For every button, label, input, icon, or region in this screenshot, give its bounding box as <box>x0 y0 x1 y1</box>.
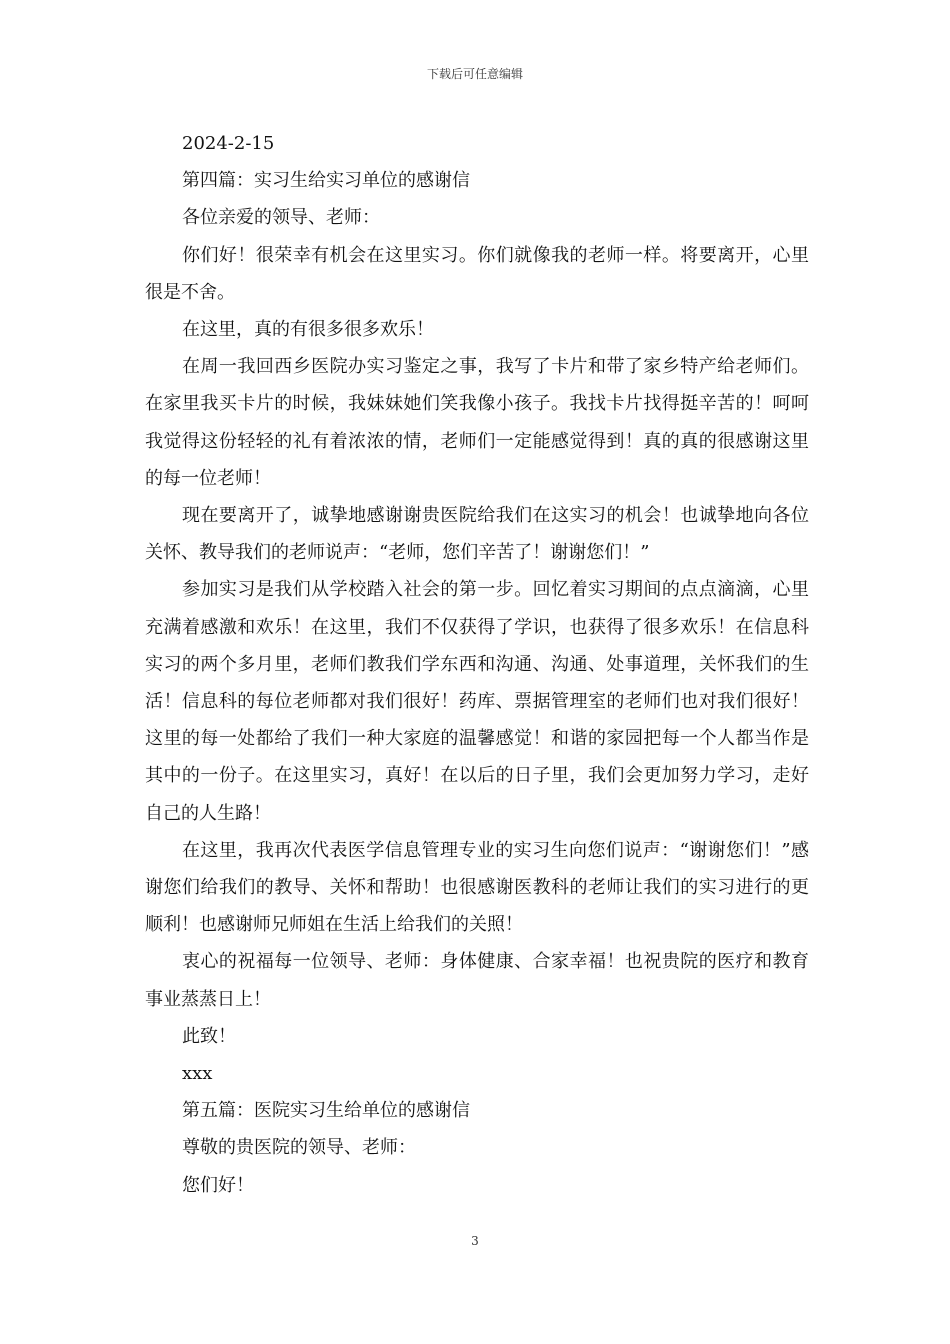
body-paragraph: 参加实习是我们从学校踏入社会的第一步。回忆着实习期间的点点滴滴，心里充满着感激和欢乐！在这里，我们不仅获得了学识，也获得了很多欢乐！在信息科实习的两个多月里，老师们教我们学东西和沟通、沟通、处事道理，关怀我们的生活！信息科的每位老师都对我们很好！药库、票据管理室的老师们也对我们很好！这里的每一处都给了我们一种大家庭的温馨感觉！和谐的家园把每一个人都当作是其中的一份子。在这里实习，真好！在以后的日子里，我们会更加努力学习，走好自己的人生路！ <box>145 579 809 824</box>
closing-line: 此致！ <box>182 1025 236 1047</box>
section-title-5: 第五篇：医院实习生给单位的感谢信 <box>182 1100 470 1122</box>
body-paragraph: 衷心的祝福每一位领导、老师：身体健康、合家幸福！也祝贵院的医疗和教育事业蒸蒸日上！ <box>145 951 809 1010</box>
salutation: 尊敬的贵医院的领导、老师： <box>182 1137 416 1159</box>
date-line: 2024-2-15 <box>182 133 275 154</box>
greeting-line: 您们好！ <box>182 1174 254 1196</box>
body-paragraph: 在这里，我再次代表医学信息管理专业的实习生向您们说声：“谢谢您们！”感谢您们给我们的教导、关怀和帮助！也很感谢医教科的老师让我们的实习进行的更顺利！也感谢师兄师姐在生活上给我们的关照！ <box>145 839 809 936</box>
body-paragraph: 现在要离开了，诚挚地感谢谢贵医院给我们在这实习的机会！也诚挚地向各位关怀、教导我们的老师说声：“老师，您们辛苦了！谢谢您们！” <box>145 505 809 564</box>
salutation: 各位亲爱的领导、老师： <box>182 207 380 229</box>
signature-line: xxx <box>182 1063 213 1085</box>
body-paragraph: 你们好！很荣幸有机会在这里实习。你们就像我的老师一样。将要离开，心里很是不舍。 <box>145 244 809 303</box>
page-header: 下载后可任意编辑 <box>426 67 523 81</box>
page-number: 3 <box>471 1234 479 1248</box>
body-paragraph: 在这里，真的有很多很多欢乐！ <box>182 319 434 341</box>
section-title-4: 第四篇：实习生给实习单位的感谢信 <box>182 170 470 192</box>
document-body <box>145 125 809 1204</box>
body-paragraph: 在周一我回西乡医院办实习鉴定之事，我写了卡片和带了家乡特产给老师们。在家里我买卡片的时候，我妹妹她们笑我像小孩子。我找卡片找得挺辛苦的！呵呵我觉得这份轻轻的礼有着浓浓的情，老师们一定能感觉得到！真的真的很感谢这里的每一位老师！ <box>145 356 809 489</box>
